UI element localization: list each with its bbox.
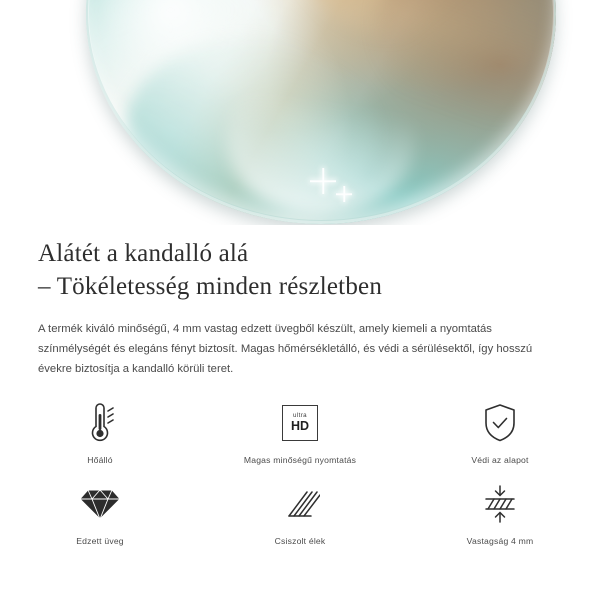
page-title xyxy=(0,225,600,303)
polished-edges-icon xyxy=(280,481,320,527)
hero-image xyxy=(0,0,600,225)
shield-check-icon xyxy=(480,400,520,446)
headline-line-2: – Tökéletesség minden részletben xyxy=(38,273,383,300)
diamond-icon xyxy=(79,481,121,527)
ultra-hd-badge-top: ultra xyxy=(292,412,308,420)
feature-label: Csiszolt élek xyxy=(274,536,326,546)
feature-label: Hőálló xyxy=(87,455,113,465)
feature-item-print-quality xyxy=(200,400,400,465)
feature-label: Magas minőségű nyomtatás xyxy=(243,455,357,465)
ultra-hd-icon xyxy=(282,400,318,446)
feature-item-thickness xyxy=(400,481,600,546)
headline-line-1: Alátét a kandalló alá xyxy=(38,240,249,267)
round-glass-fireplace-mat xyxy=(86,0,556,224)
thermometer-icon xyxy=(80,400,120,446)
ultra-hd-badge-bottom: HD xyxy=(290,419,310,434)
thickness-arrows-icon xyxy=(478,481,522,527)
feature-label: Vastagság 4 mm xyxy=(466,536,534,546)
feature-item-heat-resistant xyxy=(0,400,200,465)
text-content xyxy=(0,225,600,379)
feature-label: Védi az alapot xyxy=(471,455,529,465)
feature-item-polished-edges xyxy=(200,481,400,546)
feature-grid xyxy=(0,400,600,546)
feature-label: Edzett üveg xyxy=(76,536,124,546)
feature-item-surface-protection xyxy=(400,400,600,465)
description-paragraph: A termék kiváló minőségű, 4 mm vastag edzett üvegből készült, amely kiemeli a nyomtatás színmélységét és elegáns fényt biztosít. Magas hőmérsékletálló, és védi a sérülésektől, így hosszú évekre biztosítja a kandalló körüli teret. xyxy=(38,323,533,375)
feature-item-tempered-glass xyxy=(0,481,200,546)
